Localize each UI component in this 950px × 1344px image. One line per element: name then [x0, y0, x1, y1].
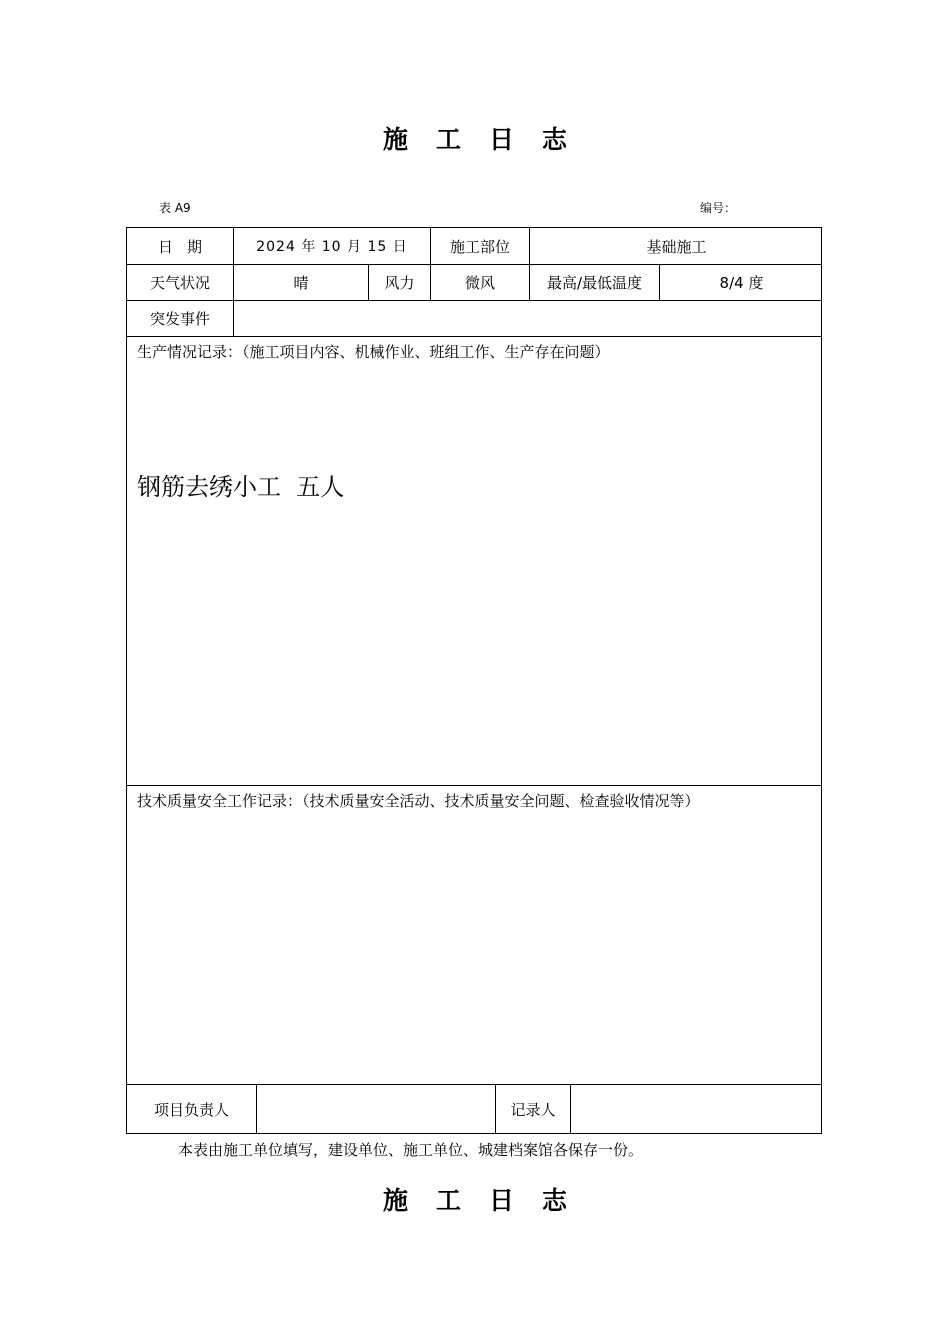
temperature-field[interactable]: 8/4 度: [719, 274, 764, 292]
recorder-field[interactable]: [571, 1085, 823, 1133]
production-label: 生产情况记录：（施工项目内容、机械作业、班组工作、生产存在问题）: [137, 343, 610, 361]
weather-label: 天气状况: [127, 265, 234, 300]
project-manager-label: 项目负责人: [127, 1085, 257, 1133]
quality-safety-section: [127, 786, 821, 1085]
temperature-label: 最高/最低温度: [530, 265, 660, 300]
production-content[interactable]: 钢筋去绣小工 五人: [137, 473, 345, 501]
form-footnote: 本表由施工单位填写，建设单位、施工单位、城建档案馆各保存一份。: [178, 1141, 644, 1159]
date-row: [127, 228, 821, 265]
signature-row: [127, 1085, 821, 1133]
date-label: 日期: [127, 228, 234, 264]
construction-log-form: [126, 227, 822, 1134]
page-title: 施工日志: [382, 125, 595, 154]
date-field[interactable]: 2024 年 10 月 15 日: [234, 228, 431, 264]
construction-part-field[interactable]: 基础施工: [646, 237, 707, 256]
recorder-label: 记录人: [496, 1085, 571, 1133]
production-section: [127, 337, 821, 786]
weather-row: [127, 265, 821, 301]
incident-field[interactable]: [234, 301, 823, 336]
wind-label: 风力: [369, 265, 431, 300]
wind-field[interactable]: 微风: [431, 265, 530, 300]
next-page-title: 施工日志: [382, 1186, 595, 1215]
incident-row: [127, 301, 821, 337]
weather-field[interactable]: 晴: [234, 265, 369, 300]
form-number: 表 A9: [159, 201, 191, 215]
project-manager-field[interactable]: [257, 1085, 496, 1133]
quality-safety-label: 技术质量安全工作记录：（技术质量安全活动、技术质量安全问题、检查验收情况等）: [137, 792, 700, 810]
construction-part-label: 施工部位: [431, 228, 530, 264]
incident-label: 突发事件: [127, 301, 234, 336]
serial-number-label: 编号：: [700, 201, 737, 215]
